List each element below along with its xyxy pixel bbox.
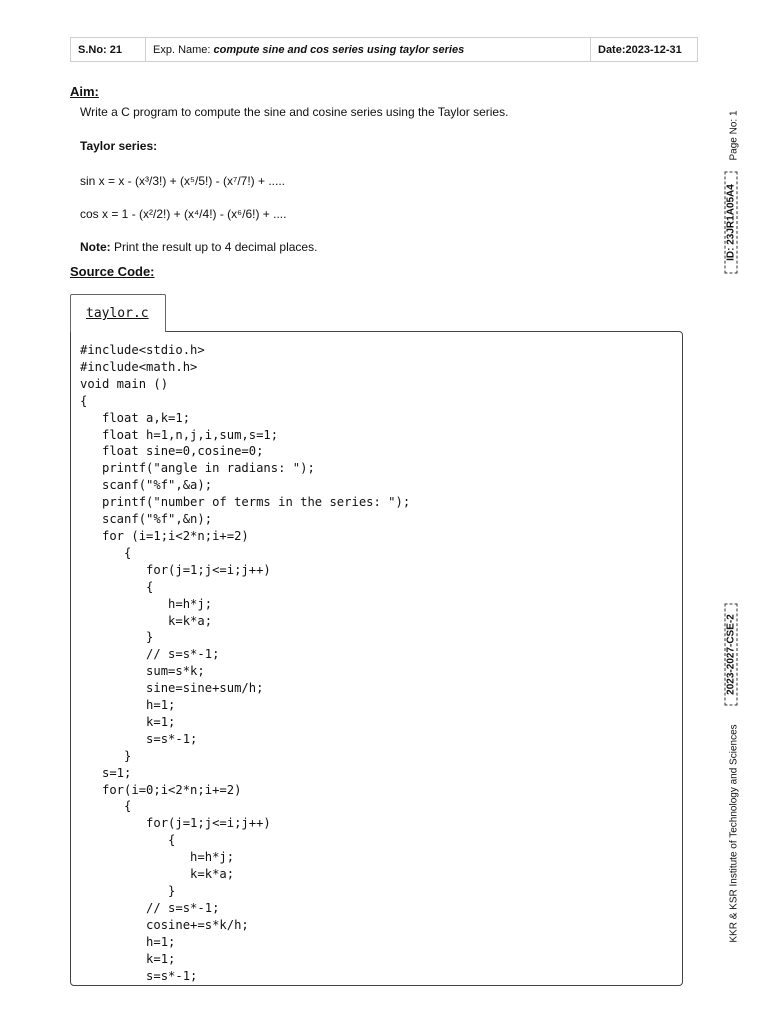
student-id: ID: 23JR1A05A4 [725, 172, 738, 274]
cos-formula: cos x = 1 - (x²/2!) + (x⁴/4!) - (x⁶/6!) + .... [80, 207, 287, 221]
sin-formula: sin x = x - (x³/3!) + (x⁵/5!) - (x⁷/7!) + ..... [80, 174, 286, 188]
note-label: Note: [80, 240, 111, 254]
experiment-name-prefix: Exp. Name: [153, 43, 211, 56]
aim-description: Write a C program to compute the sine and cosine series using the Taylor series. [80, 105, 509, 119]
note [80, 240, 317, 254]
note-text: Print the result up to 4 decimal places. [110, 240, 318, 254]
source-code-heading: Source Code: [70, 264, 155, 279]
batch-label: 2023-2027-CSE-2 [725, 604, 738, 706]
experiment-date: Date:2023-12-31 [598, 43, 682, 56]
experiment-name: compute sine and cos series using taylor series [213, 43, 465, 56]
file-tab[interactable] [70, 294, 166, 332]
aim-heading: Aim: [70, 84, 99, 99]
source-code: #include<stdio.h> #include<math.h> void main () { float a,k=1; float h=1,n,j,i,sum,s=1; float sine=0,cosine=0; printf("angle in radians: "); scanf("%f",&a); printf("number of terms in the series: "); scanf("%f",&n); for (i=1;i<2*n;i+=2) { for(j=1;j<=i;j++) { h=h*j; k=k*a; } // s=s*-1; sum=s*k; sine=sine+sum/h; h=1; k=1; s=s*-1; } s=1; for(i=0;i<2*n;i+=2) { for(j=1;j<=i;j++) { h=h*j; k=k*a; } // s=s*-1; cosine+=s*k/h; h=1; k=1; s=s*-1; [80, 343, 411, 983]
file-tab-label: taylor.c [86, 306, 149, 321]
experiment-header [70, 37, 698, 62]
institute-name: KKR & KSR Institute of Technology and Sciences [728, 724, 740, 943]
page-number: Page No: 1 [728, 110, 740, 161]
serial-number: S.No: 21 [71, 38, 146, 61]
experiment-name-cell [146, 38, 591, 61]
taylor-series-heading: Taylor series: [80, 139, 158, 153]
